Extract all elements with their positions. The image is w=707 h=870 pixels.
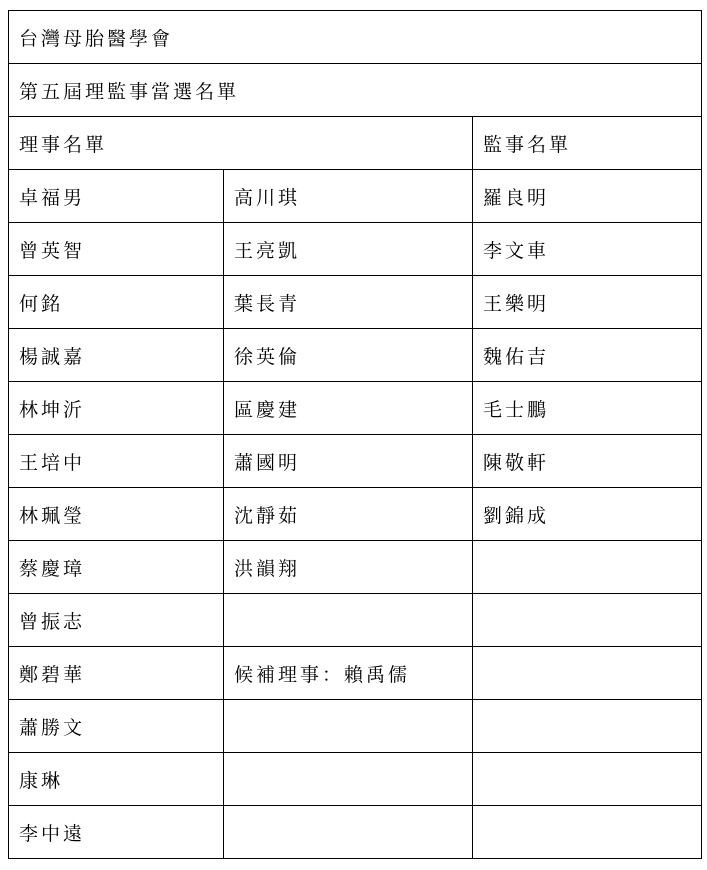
director-name-b [224, 700, 473, 753]
supervisor-name: 毛士鵬 [473, 382, 702, 435]
director-name-b: 王亮凱 [224, 223, 473, 276]
supervisor-name: 李文車 [473, 223, 702, 276]
table-row [9, 223, 702, 276]
supervisors-header: 監事名單 [473, 117, 702, 170]
supervisor-name: 王樂明 [473, 276, 702, 329]
supervisor-name [473, 647, 702, 700]
director-name-b [224, 594, 473, 647]
supervisor-name: 陳敬軒 [473, 435, 702, 488]
director-name-a: 曾英智 [9, 223, 224, 276]
director-name-a: 楊誠嘉 [9, 329, 224, 382]
director-name-b: 高川琪 [224, 170, 473, 223]
roster-body [9, 11, 702, 859]
table-row [9, 329, 702, 382]
org-name-row [9, 11, 702, 64]
org-name: 台灣母胎醫學會 [9, 11, 702, 64]
table-row [9, 541, 702, 594]
director-name-a: 蕭勝文 [9, 700, 224, 753]
table-row [9, 647, 702, 700]
roster-title-row [9, 64, 702, 117]
election-roster-table [8, 10, 702, 859]
director-name-b: 葉長青 [224, 276, 473, 329]
supervisor-name: 魏佑吉 [473, 329, 702, 382]
table-row [9, 170, 702, 223]
director-name-b: 沈靜茹 [224, 488, 473, 541]
supervisor-name [473, 806, 702, 859]
director-name-a: 李中遠 [9, 806, 224, 859]
supervisor-name [473, 753, 702, 806]
table-row [9, 700, 702, 753]
supervisor-name [473, 700, 702, 753]
director-name-a: 林坤沂 [9, 382, 224, 435]
column-header-row [9, 117, 702, 170]
director-name-a: 曾振志 [9, 594, 224, 647]
director-name-a: 林珮瑩 [9, 488, 224, 541]
director-name-b: 徐英倫 [224, 329, 473, 382]
director-name-b: 洪韻翔 [224, 541, 473, 594]
director-name-a: 卓福男 [9, 170, 224, 223]
table-row [9, 382, 702, 435]
supervisor-name: 劉錦成 [473, 488, 702, 541]
supervisor-name [473, 594, 702, 647]
table-row [9, 488, 702, 541]
director-name-b: 候補理事：賴禹儒 [224, 647, 473, 700]
director-name-b [224, 806, 473, 859]
roster-title: 第五屆理監事當選名單 [9, 64, 702, 117]
director-name-a: 王培中 [9, 435, 224, 488]
director-name-a: 康琳 [9, 753, 224, 806]
table-row [9, 806, 702, 859]
supervisor-name: 羅良明 [473, 170, 702, 223]
table-row [9, 276, 702, 329]
director-name-b [224, 753, 473, 806]
director-name-b: 蕭國明 [224, 435, 473, 488]
director-name-a: 鄭碧華 [9, 647, 224, 700]
director-name-a: 何銘 [9, 276, 224, 329]
supervisor-name [473, 541, 702, 594]
table-row [9, 753, 702, 806]
directors-header: 理事名單 [9, 117, 473, 170]
director-name-a: 蔡慶璋 [9, 541, 224, 594]
director-name-b: 區慶建 [224, 382, 473, 435]
table-row [9, 594, 702, 647]
table-row [9, 435, 702, 488]
